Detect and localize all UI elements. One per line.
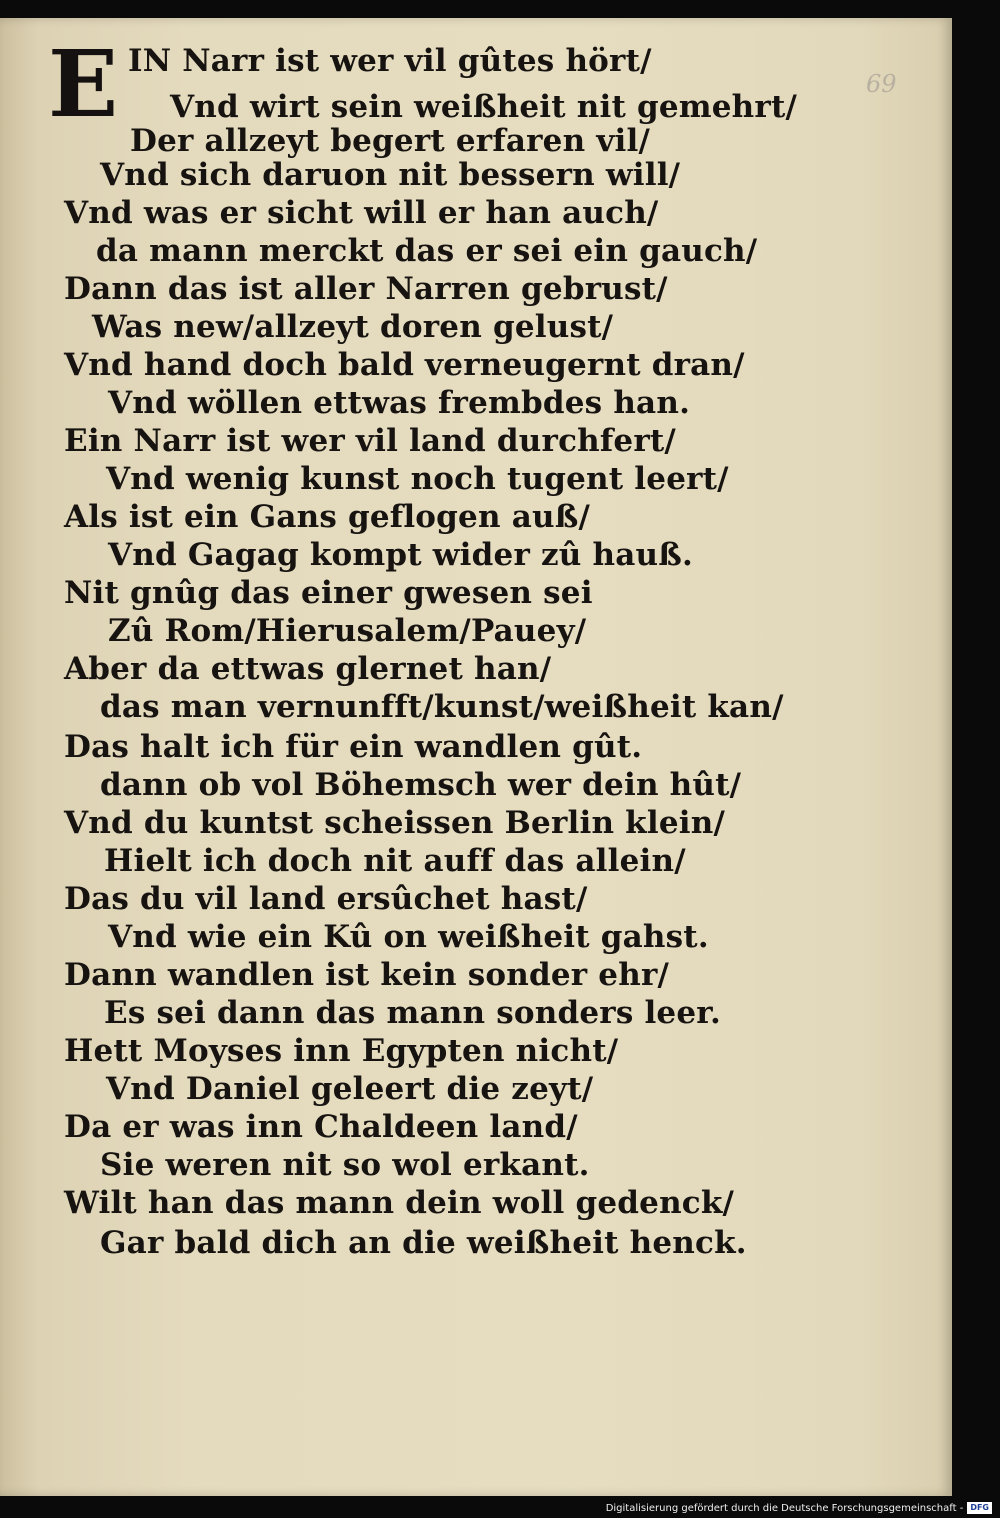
poem-line: Hett Moyses inn Egypten nicht/: [64, 1033, 619, 1069]
poem-line: Vnd hand doch bald verneugernt dran/: [64, 347, 745, 383]
poem-line: Da er was inn Chaldeen land/: [64, 1109, 578, 1145]
poem-line: Wilt han das mann dein woll gedenck/: [64, 1185, 735, 1221]
poem-line: Das halt ich für ein wandlen gût.: [64, 729, 643, 765]
poem-line: Es sei dann das mann sonders leer.: [104, 995, 721, 1031]
poem-line: Hielt ich doch nit auff das allein/: [104, 843, 686, 879]
poem-line: Aber da ettwas glernet han/: [64, 651, 552, 687]
poem-line: dann ob vol Böhemsch wer dein hût/: [100, 767, 742, 803]
poem-line: Sie weren nit so wol erkant.: [100, 1147, 590, 1183]
poem-line: Vnd Daniel geleert die zeyt/: [106, 1071, 594, 1107]
poem-line: Ein Narr ist wer vil land durchfert/: [64, 423, 676, 459]
poem-line: Das du vil land ersûchet hast/: [64, 881, 588, 917]
poem-line: Als ist ein Gans geflogen auß/: [64, 499, 591, 535]
poem-line: Vnd du kuntst scheissen Berlin klein/: [64, 805, 725, 841]
dfg-logo: DFG: [967, 1502, 992, 1514]
poem-line: Nit gnûg das einer gwesen sei: [64, 575, 593, 611]
poem-line: Dann das ist aller Narren gebrust/: [64, 271, 668, 307]
drop-cap-initial: E: [48, 30, 119, 138]
poem-line: das man vernunfft/kunst/weißheit kan/: [100, 689, 784, 725]
credit-text: Digitalisierung gefördert durch die Deutsche Forschungsgemeinschaft -: [605, 1502, 964, 1514]
poem-line: IN Narr ist wer vil gûtes hört/: [128, 43, 652, 79]
book-page: [0, 18, 952, 1496]
poem-line: Dann wandlen ist kein sonder ehr/: [64, 957, 670, 993]
poem-line: Was new/allzeyt doren gelust/: [92, 309, 614, 345]
digitization-credit: [606, 1500, 992, 1516]
poem-line: Vnd wenig kunst noch tugent leert/: [106, 461, 729, 497]
poem-line: Vnd wie ein Kû on weißheit gahst.: [108, 919, 709, 955]
poem-line: Vnd wirt sein weißheit nit gemehrt/: [170, 89, 797, 125]
poem-line: Vnd wöllen ettwas frembdes han.: [108, 385, 691, 421]
poem-line: Gar bald dich an die weißheit henck.: [100, 1225, 747, 1261]
poem-line: Vnd Gagag kompt wider zû hauß.: [108, 537, 694, 573]
poem-line: Vnd was er sicht will er han auch/: [64, 195, 659, 231]
poem-line: da mann merckt das er sei ein gauch/: [96, 233, 758, 269]
poem-line: Vnd sich daruon nit bessern will/: [100, 157, 681, 193]
poem-line: Zû Rom/Hierusalem/Pauey/: [108, 613, 587, 649]
folio-mark: 69: [866, 70, 897, 98]
poem-line: Der allzeyt begert erfaren vil/: [130, 123, 651, 159]
